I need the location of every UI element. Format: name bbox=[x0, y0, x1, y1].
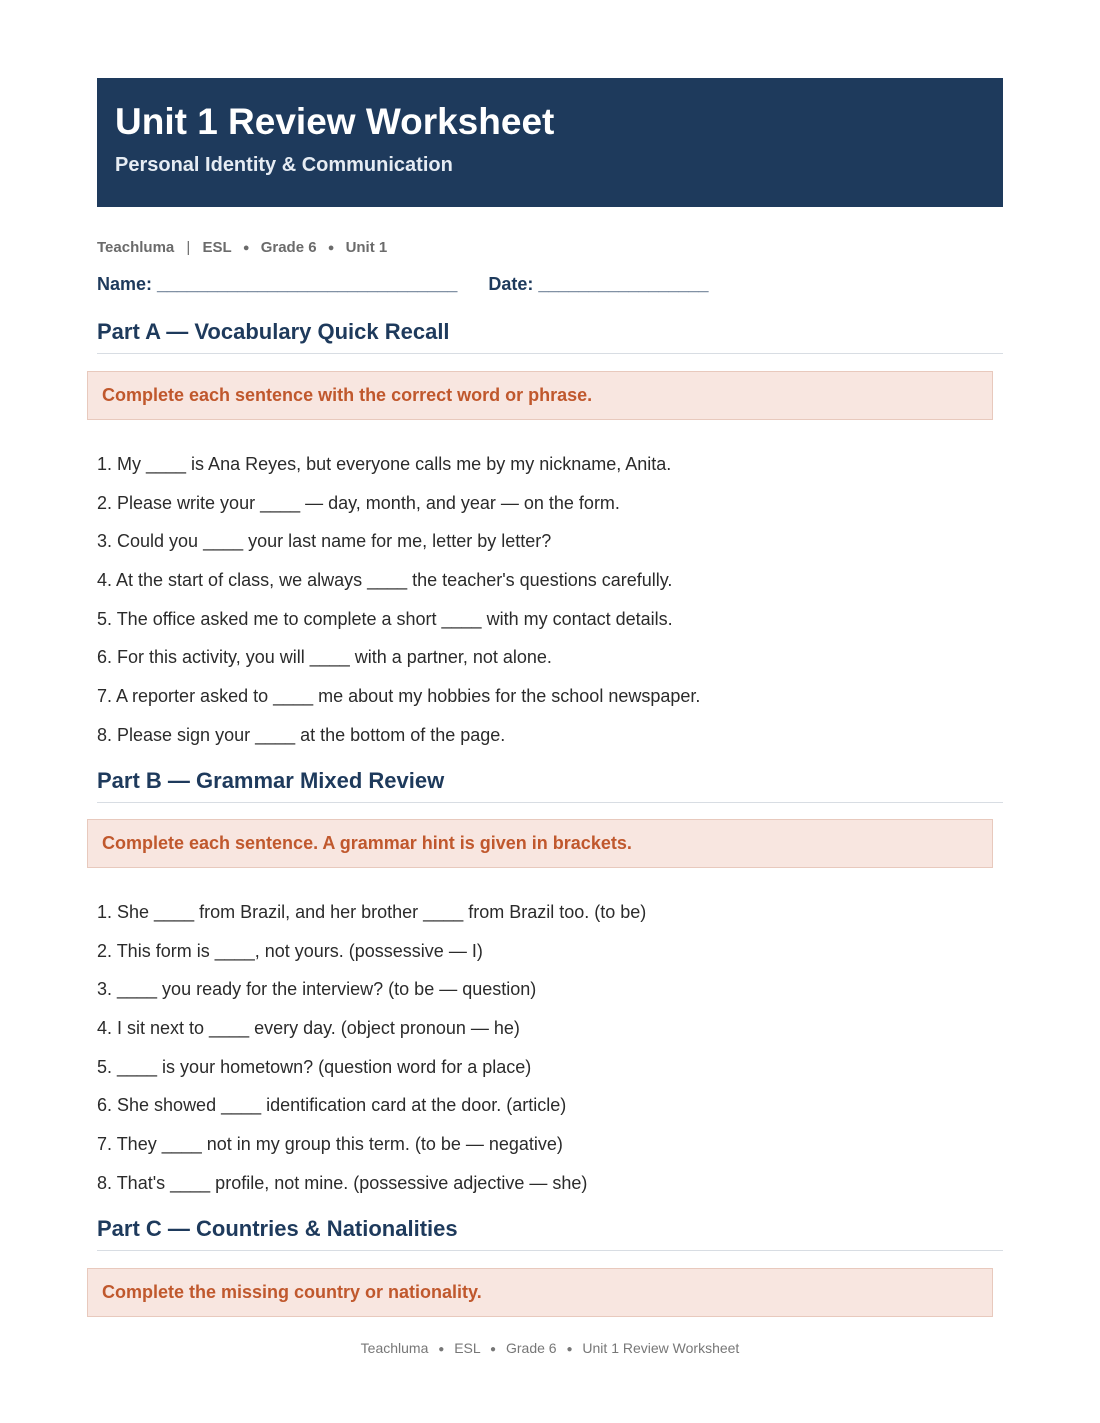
list-item: 5. The office asked me to complete a short ____ with my contact details. bbox=[97, 608, 673, 629]
list-item: 1. She ____ from Brazil, and her brother ____ from Brazil too. (to be) bbox=[97, 902, 647, 922]
bullet-icon: ● bbox=[438, 1344, 445, 1355]
meta-brand: Teachluma bbox=[97, 239, 175, 256]
list-item: 8. That's ____ profile, not mine. (possessive adjective — she) bbox=[97, 1172, 588, 1193]
worksheet-header bbox=[97, 78, 1003, 207]
page-title: Unit 1 Review Worksheet bbox=[115, 101, 555, 142]
footer-brand: Teachluma bbox=[360, 1340, 429, 1356]
footer-grade: Grade 6 bbox=[505, 1340, 557, 1356]
part-b-heading: Part B — Grammar Mixed Review bbox=[97, 767, 1003, 803]
part-b-questions bbox=[97, 900, 646, 1210]
meta-line bbox=[97, 239, 387, 256]
list-item: 5. ____ is your hometown? (question word for a place) bbox=[97, 1056, 532, 1077]
meta-subject: ESL bbox=[202, 239, 232, 256]
bullet-icon: ● bbox=[490, 1344, 497, 1355]
part-a-heading: Part A — Vocabulary Quick Recall bbox=[97, 318, 1003, 354]
part-a-questions bbox=[97, 452, 700, 762]
list-item: 6. She showed ____ identification card at the door. (article) bbox=[97, 1095, 567, 1116]
list-item: 7. A reporter asked to ____ me about my hobbies for the school newspaper. bbox=[97, 686, 701, 707]
list-item: 2. This form is ____, not yours. (possessive — I) bbox=[97, 940, 483, 961]
part-b-instruction: Complete each sentence. A grammar hint is given in brackets. bbox=[87, 819, 993, 868]
list-item: 4. I sit next to ____ every day. (object pronoun — he) bbox=[97, 1018, 520, 1039]
page-subtitle: Personal Identity & Communication bbox=[115, 154, 453, 176]
part-c-heading: Part C — Countries & Nationalities bbox=[97, 1215, 1003, 1251]
list-item: 6. For this activity, you will ____ with a partner, not alone. bbox=[97, 647, 552, 668]
list-item: 3. ____ you ready for the interview? (to be — question) bbox=[97, 979, 537, 1000]
list-item: 1. My ____ is Ana Reyes, but everyone calls me by my nickname, Anita. bbox=[97, 454, 672, 474]
name-field[interactable]: Name: ______________________________ bbox=[97, 274, 458, 294]
meta-unit: Unit 1 bbox=[345, 239, 388, 256]
footer-doc-title: Unit 1 Review Worksheet bbox=[582, 1340, 740, 1356]
meta-separator: | bbox=[186, 239, 191, 256]
meta-grade: Grade 6 bbox=[260, 239, 317, 256]
list-item: 8. Please sign your ____ at the bottom of the page. bbox=[97, 724, 506, 745]
list-item: 2. Please write your ____ — day, month, and year — on the form. bbox=[97, 492, 620, 513]
part-a-instruction: Complete each sentence with the correct word or phrase. bbox=[87, 371, 993, 420]
bullet-icon: ● bbox=[566, 1344, 573, 1355]
page-footer bbox=[0, 1340, 1100, 1356]
part-c-instruction: Complete the missing country or nationality. bbox=[87, 1268, 993, 1317]
bullet-icon: ● bbox=[242, 242, 250, 254]
list-item: 7. They ____ not in my group this term. (to be — negative) bbox=[97, 1134, 563, 1155]
footer-subject: ESL bbox=[454, 1340, 481, 1356]
bullet-icon: ● bbox=[327, 242, 335, 254]
list-item: 3. Could you ____ your last name for me, letter by letter? bbox=[97, 531, 552, 552]
student-fields bbox=[97, 274, 735, 295]
date-field[interactable]: Date: _________________ bbox=[488, 274, 709, 294]
list-item: 4. At the start of class, we always ____ the teacher's questions carefully. bbox=[97, 570, 673, 591]
